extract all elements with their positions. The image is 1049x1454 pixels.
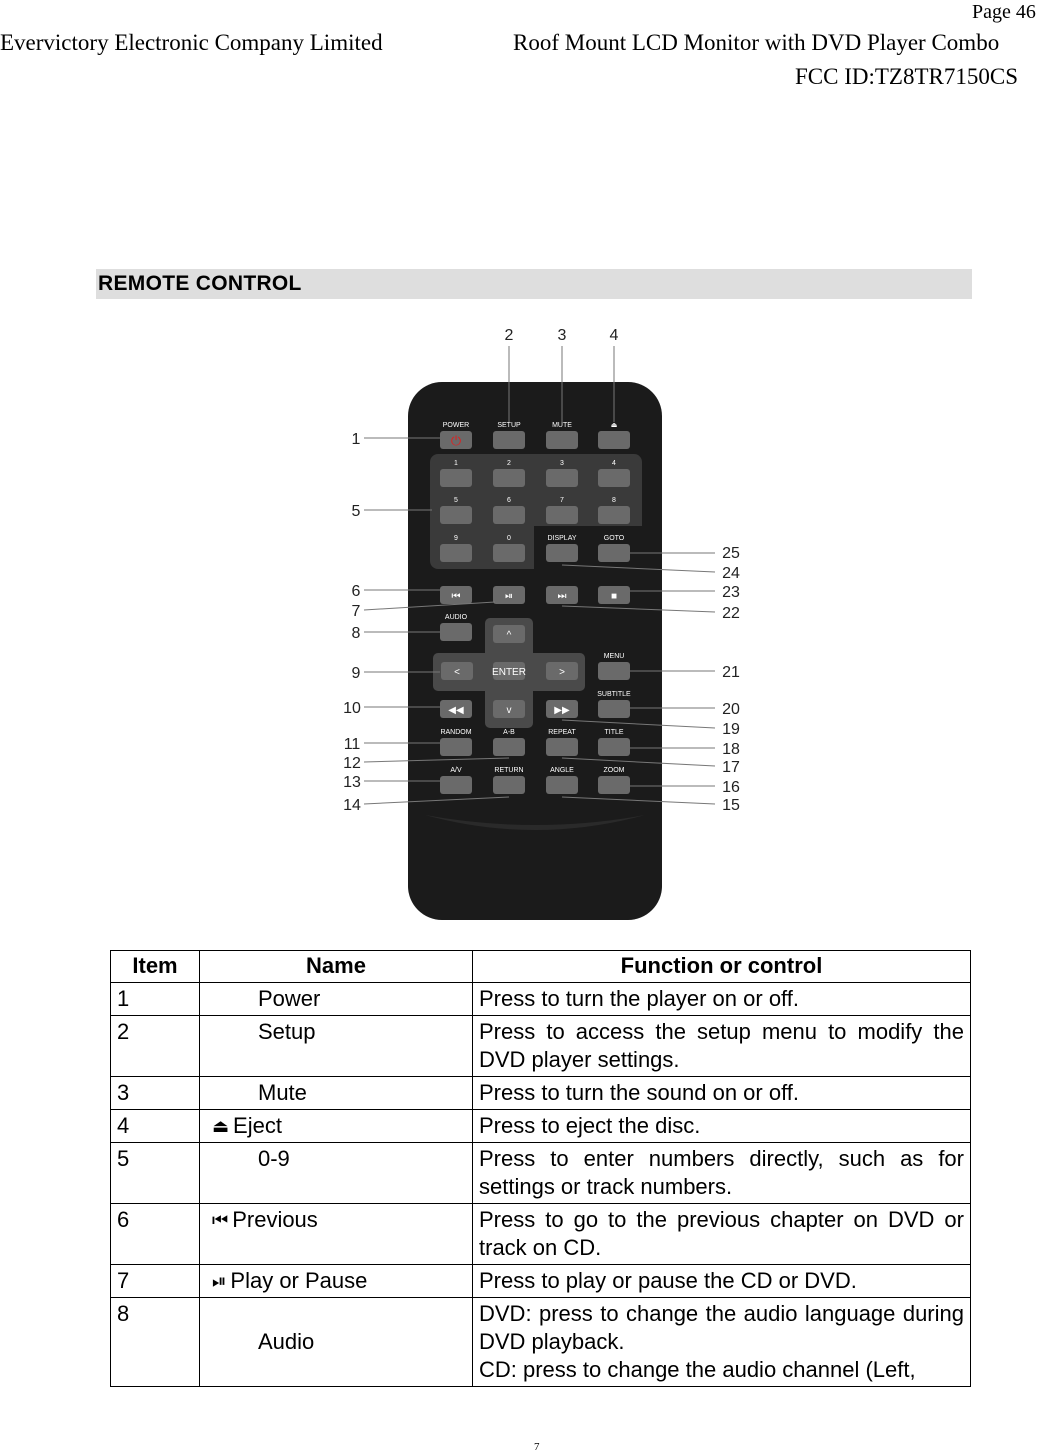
down-button (493, 700, 525, 718)
row-function: Press to go to the previous chapter on DVD or track on CD. (473, 1204, 971, 1265)
svg-text:8: 8 (612, 497, 616, 504)
next-button (546, 586, 578, 604)
table-header-row (111, 951, 971, 983)
svg-text:6: 6 (507, 497, 511, 504)
table-row (111, 1110, 971, 1143)
svg-text:1: 1 (454, 460, 458, 467)
svg-text:GOTO: GOTO (603, 535, 625, 542)
svg-text:>: > (559, 667, 565, 678)
svg-text:⏏: ⏏ (610, 422, 618, 429)
row-name (200, 1204, 473, 1265)
button-glyph-icon: ⏮ (212, 1210, 229, 1230)
svg-text:15: 15 (722, 797, 740, 814)
row-item: 6 (111, 1204, 200, 1265)
svg-text:25: 25 (722, 545, 740, 562)
row-name (200, 1016, 473, 1077)
fcc-id: FCC ID:TZ8TR7150CS (795, 64, 1019, 89)
row-name-text: Setup (258, 1019, 316, 1044)
row-item: 2 (111, 1016, 200, 1077)
svg-text:⏯: ⏯ (505, 591, 513, 602)
setup-button (493, 422, 525, 449)
row-name (200, 983, 473, 1016)
button-glyph-icon: ⏯ (212, 1271, 227, 1291)
prev-button (440, 586, 472, 604)
svg-text:14: 14 (343, 797, 361, 814)
svg-text:⏭: ⏭ (557, 591, 567, 602)
svg-text:21: 21 (722, 664, 740, 681)
footer-page-number: 7 (534, 1441, 540, 1453)
row-name (200, 1265, 473, 1298)
rewind-button (440, 700, 472, 718)
svg-text:SETUP: SETUP (497, 422, 521, 429)
svg-text:▶▶: ▶▶ (554, 705, 570, 716)
stop-button (598, 586, 630, 604)
svg-text:5: 5 (351, 503, 361, 520)
row-item: 4 (111, 1110, 200, 1143)
angle-button (546, 767, 578, 794)
svg-text:AUDIO: AUDIO (444, 614, 468, 621)
row-item: 5 (111, 1143, 200, 1204)
svg-text:3: 3 (560, 460, 564, 467)
table-row (111, 1298, 971, 1387)
header-function: Function or control (473, 951, 971, 983)
left-button (441, 662, 473, 680)
display-button (546, 535, 578, 562)
svg-text:◀◀: ◀◀ (448, 705, 464, 716)
svg-text:A-B: A-B (503, 729, 515, 736)
svg-text:ENTER: ENTER (492, 667, 526, 678)
svg-text:13: 13 (343, 774, 361, 791)
svg-text:0: 0 (507, 535, 511, 542)
return-button (493, 767, 525, 794)
svg-text:2: 2 (507, 460, 511, 467)
row-name-text: Play or Pause (230, 1268, 368, 1293)
forward-button (546, 700, 578, 718)
svg-text:16: 16 (722, 779, 740, 796)
row-name-text: Eject (233, 1113, 282, 1138)
svg-text:^: ^ (506, 630, 512, 641)
row-item: 1 (111, 983, 200, 1016)
svg-text:2: 2 (504, 327, 514, 344)
svg-text:22: 22 (722, 605, 740, 622)
svg-text:23: 23 (722, 584, 740, 601)
up-button (493, 625, 525, 643)
random-button (440, 729, 472, 756)
section-header (96, 269, 972, 299)
row-function: Press to turn the sound on or off. (473, 1077, 971, 1110)
svg-text:6: 6 (351, 583, 361, 600)
svg-text:17: 17 (722, 759, 740, 776)
svg-text:18: 18 (722, 741, 740, 758)
table-row (111, 1265, 971, 1298)
svg-text:7: 7 (351, 603, 361, 620)
repeat-button (546, 729, 578, 756)
row-function: Press to access the setup menu to modify the DVD player settings. (473, 1016, 971, 1077)
power-icon: ⏻ (450, 433, 462, 448)
svg-text:12: 12 (343, 755, 361, 772)
svg-text:9: 9 (351, 665, 361, 682)
row-name (200, 1143, 473, 1204)
svg-text:3: 3 (557, 327, 567, 344)
button-glyph-icon: ⏏ (212, 1116, 230, 1136)
svg-text:24: 24 (722, 565, 740, 582)
header-name: Name (200, 951, 473, 983)
svg-text:8: 8 (351, 625, 361, 642)
table-row (111, 1143, 971, 1204)
svg-text:TITLE: TITLE (604, 729, 624, 736)
subtitle-button (597, 691, 631, 718)
header-item: Item (111, 951, 200, 983)
row-name (200, 1110, 473, 1143)
row-function: Press to turn the player on or off. (473, 983, 971, 1016)
svg-text:7: 7 (560, 497, 564, 504)
row-item: 3 (111, 1077, 200, 1110)
right-button (546, 662, 578, 680)
svg-text:MUTE: MUTE (552, 422, 572, 429)
row-name-text: Mute (258, 1080, 307, 1105)
row-function: DVD: press to change the audio language during DVD playback. CD: press to change the audio channel (Left, (473, 1298, 971, 1387)
table-row (111, 983, 971, 1016)
svg-text:10: 10 (343, 700, 361, 717)
svg-text:⏮: ⏮ (451, 591, 461, 602)
svg-text:1: 1 (351, 431, 361, 448)
svg-text:ZOOM: ZOOM (603, 767, 625, 774)
svg-text:A/V: A/V (450, 767, 462, 774)
remote-control-diagram (320, 310, 760, 930)
svg-text:9: 9 (454, 535, 458, 542)
svg-text:<: < (454, 667, 460, 678)
svg-text:5: 5 (454, 497, 458, 504)
svg-text:RETURN: RETURN (494, 767, 524, 774)
table-body (111, 983, 971, 1387)
table-row (111, 1077, 971, 1110)
play-pause-button (493, 586, 525, 604)
table-row (111, 1204, 971, 1265)
row-function: Press to enter numbers directly, such as for settings or track numbers. (473, 1143, 971, 1204)
row-name (200, 1077, 473, 1110)
svg-text:4: 4 (609, 327, 619, 344)
svg-text:REPEAT: REPEAT (548, 729, 576, 736)
row-name-text: Previous (232, 1207, 318, 1232)
row-item: 8 (111, 1298, 200, 1387)
svg-text:ANGLE: ANGLE (550, 767, 574, 774)
svg-text:MENU: MENU (603, 653, 625, 660)
row-name-text: Audio (258, 1329, 315, 1354)
table-row (111, 1016, 971, 1077)
svg-text:SUBTITLE: SUBTITLE (597, 691, 631, 698)
svg-text:RANDOM: RANDOM (440, 729, 472, 736)
row-function: Press to eject the disc. (473, 1110, 971, 1143)
row-item: 7 (111, 1265, 200, 1298)
function-table (110, 950, 971, 1387)
svg-text:v: v (506, 705, 512, 716)
page-number: Page 46 (972, 1, 1036, 23)
company-name: Evervictory Electronic Company Limited (0, 30, 383, 55)
row-function: Press to play or pause the CD or DVD. (473, 1265, 971, 1298)
svg-text:DISPLAY: DISPLAY (547, 535, 577, 542)
svg-text:11: 11 (343, 736, 361, 753)
row-name-text: 0-9 (258, 1146, 290, 1171)
svg-text:20: 20 (722, 701, 740, 718)
svg-text:POWER: POWER (442, 422, 470, 429)
enter-button (492, 662, 526, 680)
product-name: Roof Mount LCD Monitor with DVD Player Combo (513, 30, 1000, 55)
svg-text:4: 4 (612, 460, 616, 467)
svg-text:19: 19 (722, 721, 740, 738)
svg-text:■: ■ (610, 591, 618, 602)
row-name-text: Power (258, 986, 321, 1011)
row-name (200, 1298, 473, 1387)
section-title: REMOTE CONTROL (98, 272, 302, 295)
